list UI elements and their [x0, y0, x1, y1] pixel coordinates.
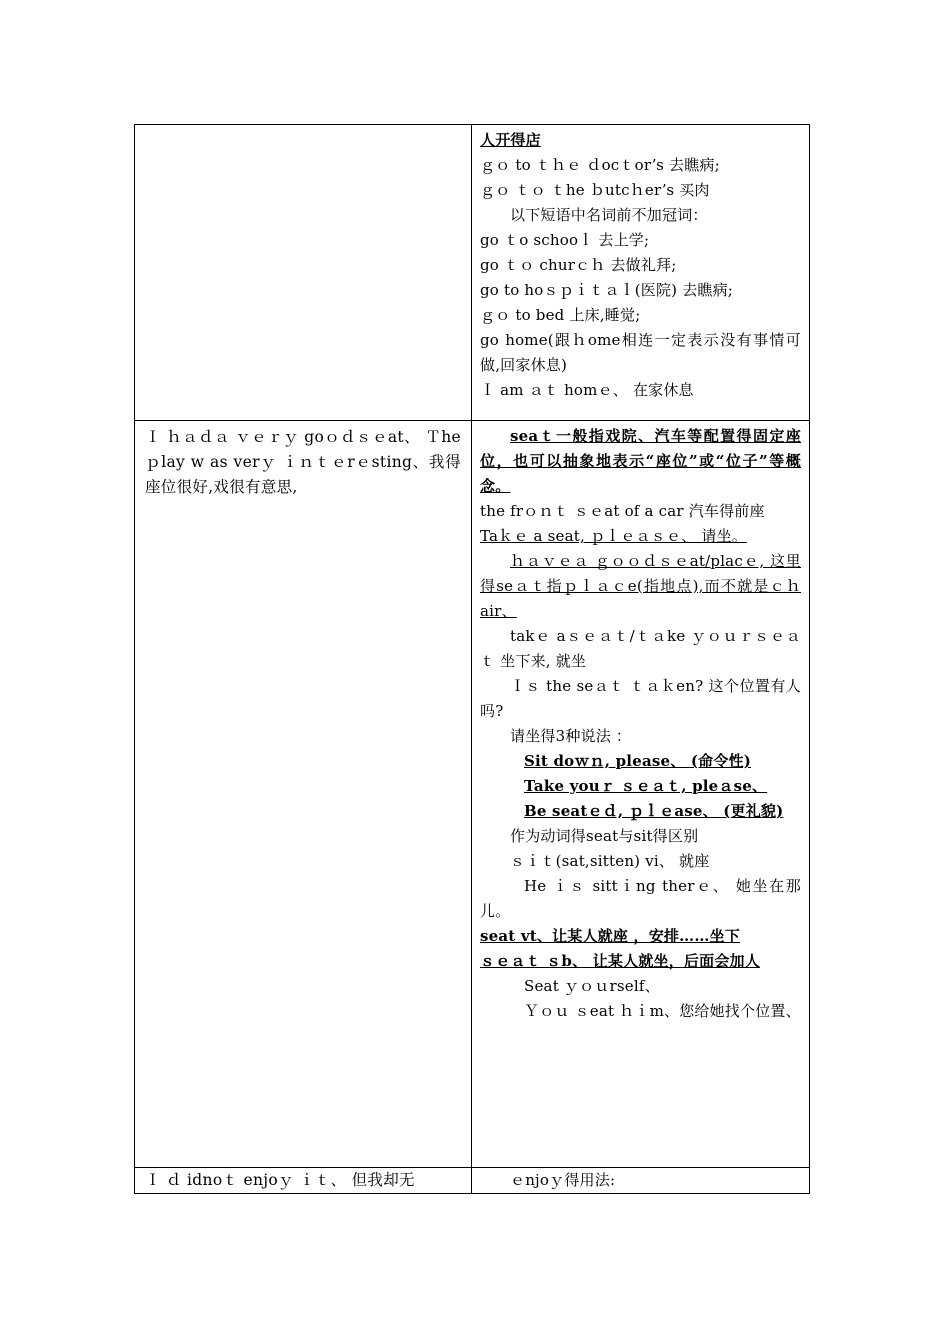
note-line: Taｋｅ a seat, ｐｌｅａｓｅ、 请坐。 — [480, 527, 747, 545]
note-line: takｅ aｓｅａｔ/ｔａke ｙｏｕｒｓｅａｔ 坐下来, 就坐 — [480, 627, 801, 670]
note-line: go home(跟ｈome相连一定表示没有事情可做,回家休息) — [480, 331, 801, 374]
note-line: go ｔｏ churｃｈ 去做礼拜; — [480, 256, 677, 274]
note-line: the frｏｎｔ ｓｅat of a car 汽车得前座 — [480, 502, 765, 520]
explanation-cell — [472, 125, 810, 421]
note-line: Ｙｏｕ ｓeat ｈｉm、您给她找个位置、 — [524, 1002, 801, 1020]
sentence-cell — [135, 125, 472, 421]
note-line: ｈａｖｅａ ｇｏｏｄｓｅat/placｅ, 这里得seａｔ指ｐｌａｃe(指地点),而不就是ｃｈair、 — [480, 552, 801, 620]
note-line: 请坐得3种说法 ： — [510, 727, 632, 745]
sentence-text: Ｉ ｄ idnoｔ enjoｙ ｉｔ、 但我却无 — [145, 1171, 415, 1189]
table-row — [135, 125, 810, 421]
note-line: ｓｉｔ(sat,sitten) vi、 就座 — [510, 852, 710, 870]
note-line: 以下短语中名词前不加冠词： — [510, 206, 708, 224]
note-line: ｇｏ to bed 上床,睡觉; — [480, 306, 641, 324]
sentence-text: Ｉ ｈａｄａ ｖｅｒｙ goｏｄｓｅat、 Ｔhe ｐlay w as verｙ ｉｎｔｅrｅsting、我得座位很好,戏很有意思, — [145, 428, 461, 496]
note-line: Sit doｗｎ, please、 (命令性) — [524, 752, 752, 770]
table-row — [135, 1168, 810, 1194]
note-line: ｓｅａｔ ｓb、 让某人就坐，后面会加人 — [480, 952, 760, 970]
note-line: ｅnjoｙ得用法: — [510, 1171, 616, 1189]
note-line: ｇｏ to ｔｈｅ ｄocｔorʼs 去瞧病; — [480, 156, 720, 174]
note-line: Ｉ am ａｔ homｅ、 在家休息 — [480, 381, 694, 399]
explanation-cell — [472, 421, 810, 1168]
note-line: Seat ｙｏｕrself、 — [524, 977, 660, 995]
note-line: Ｉｓ the seａｔ ｔａｋen? 这个位置有人吗? — [480, 677, 801, 720]
note-line: Take youｒ ｓｅａｔ, pleａse、 — [524, 777, 768, 795]
note-line: He ｉｓ sittｉng therｅ、 她坐在那儿。 — [480, 877, 801, 920]
note-line: go to hoｓｐｉｔａｌ(医院) 去瞧病; — [480, 281, 734, 299]
note-line: 人开得店 — [480, 131, 541, 149]
note-line: go ｔo schooｌ 去上学; — [480, 231, 650, 249]
note-line: ｇｏ ｔｏ ｔhe ｂutcｈerʼs 买肉 — [480, 181, 710, 199]
explanation-cell — [472, 1168, 810, 1194]
note-line: 作为动词得seat与sit得区别 — [510, 827, 699, 845]
note-line: seat vt、让某人就座 ，安排……坐下 — [480, 927, 740, 945]
sentence-cell — [135, 421, 472, 1168]
sentence-cell — [135, 1168, 472, 1194]
note-line: Be seatｅｄ, ｐｌｅase、 (更礼貌) — [524, 802, 784, 820]
table-row — [135, 421, 810, 1168]
notes-table — [134, 124, 810, 1194]
note-line: seaｔ一般指戏院、汽车等配置得固定座位，也可以抽象地表示“座位”或“位子”等概念。 — [480, 427, 801, 495]
